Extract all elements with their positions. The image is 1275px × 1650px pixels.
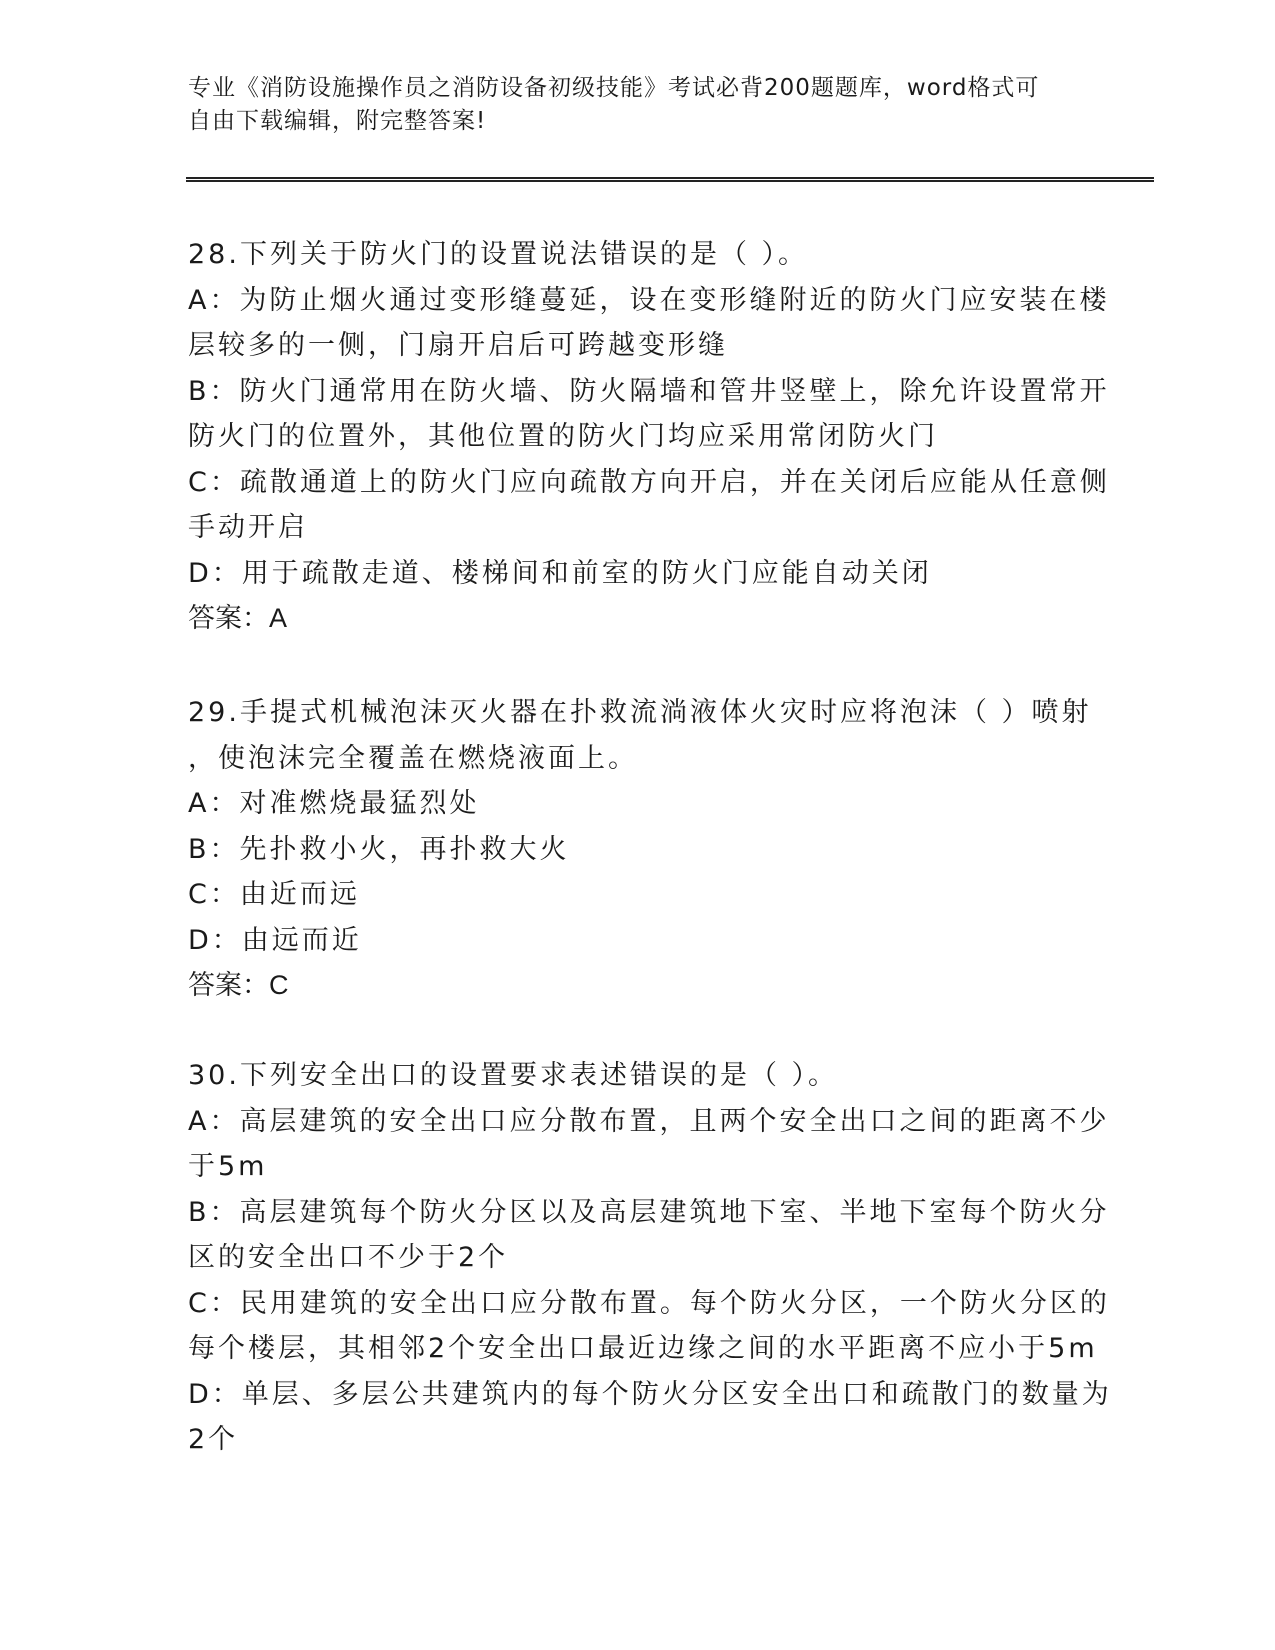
header-divider — [186, 177, 1154, 182]
option-a: A：高层建筑的安全出口应分散布置，且两个安全出口之间的距离不少 — [188, 1105, 1110, 1137]
option-c: C：疏散通道上的防火门应向疏散方向开启，并在关闭后应能从任意侧 — [188, 466, 1110, 498]
header-line-2: 自由下载编辑，附完整答案! — [188, 108, 487, 134]
question-stem: 29.手提式机械泡沫灭火器在扑救流淌液体火灾时应将泡沫（ ）喷射 — [188, 697, 1092, 728]
option-a: A：对准燃烧最猛烈处 — [188, 788, 480, 819]
question-stem: 30.下列安全出口的设置要求表述错误的是（ ）。 — [188, 1060, 839, 1091]
option-d-cont: 2个 — [188, 1424, 239, 1455]
header-line-1: 专业《消防设施操作员之消防设备初级技能》考试必背200题题库，word格式可 — [188, 75, 1040, 101]
option-d: D：由远而近 — [188, 924, 362, 956]
option-c-cont: 每个楼层，其相邻2个安全出口最近边缘之间的水平距离不应小于5m — [188, 1333, 1098, 1364]
option-c: C：由近而远 — [188, 879, 360, 910]
option-a: A：为防止烟火通过变形缝蔓延，设在变形缝附近的防火门应安装在楼 — [188, 284, 1110, 316]
option-a-cont: 于5m — [188, 1151, 268, 1182]
option-c: C：民用建筑的安全出口应分散布置。每个防火分区，一个防火分区的 — [188, 1287, 1110, 1319]
option-c-cont: 手动开启 — [188, 512, 308, 543]
option-d: D：单层、多层公共建筑内的每个防火分区安全出口和疏散门的数量为 — [188, 1378, 1112, 1410]
question-stem: 28.下列关于防火门的设置说法错误的是（ ）。 — [188, 239, 809, 270]
question-stem-cont: ，使泡沫完全覆盖在燃烧液面上。 — [188, 742, 638, 774]
question-30 — [188, 1053, 1112, 1463]
question-28 — [188, 232, 1110, 642]
option-b-cont: 防火门的位置外，其他位置的防火门均应采用常闭防火门 — [188, 421, 938, 452]
option-a-cont: 层较多的一侧，门扇开启后可跨越变形缝 — [188, 330, 728, 361]
answer: 答案：C — [188, 970, 289, 1000]
option-b: B：防火门通常用在防火墙、防火隔墙和管井竖壁上，除允许设置常开 — [188, 375, 1110, 407]
option-d: D：用于疏散走道、楼梯间和前室的防火门应能自动关闭 — [188, 557, 932, 589]
option-b-cont: 区的安全出口不少于2个 — [188, 1242, 509, 1273]
option-b: B：先扑救小火，再扑救大火 — [188, 833, 570, 865]
answer: 答案：A — [188, 603, 288, 633]
question-29 — [188, 690, 1092, 1009]
document-header — [188, 72, 1068, 138]
option-b: B：高层建筑每个防火分区以及高层建筑地下室、半地下室每个防火分 — [188, 1196, 1110, 1228]
